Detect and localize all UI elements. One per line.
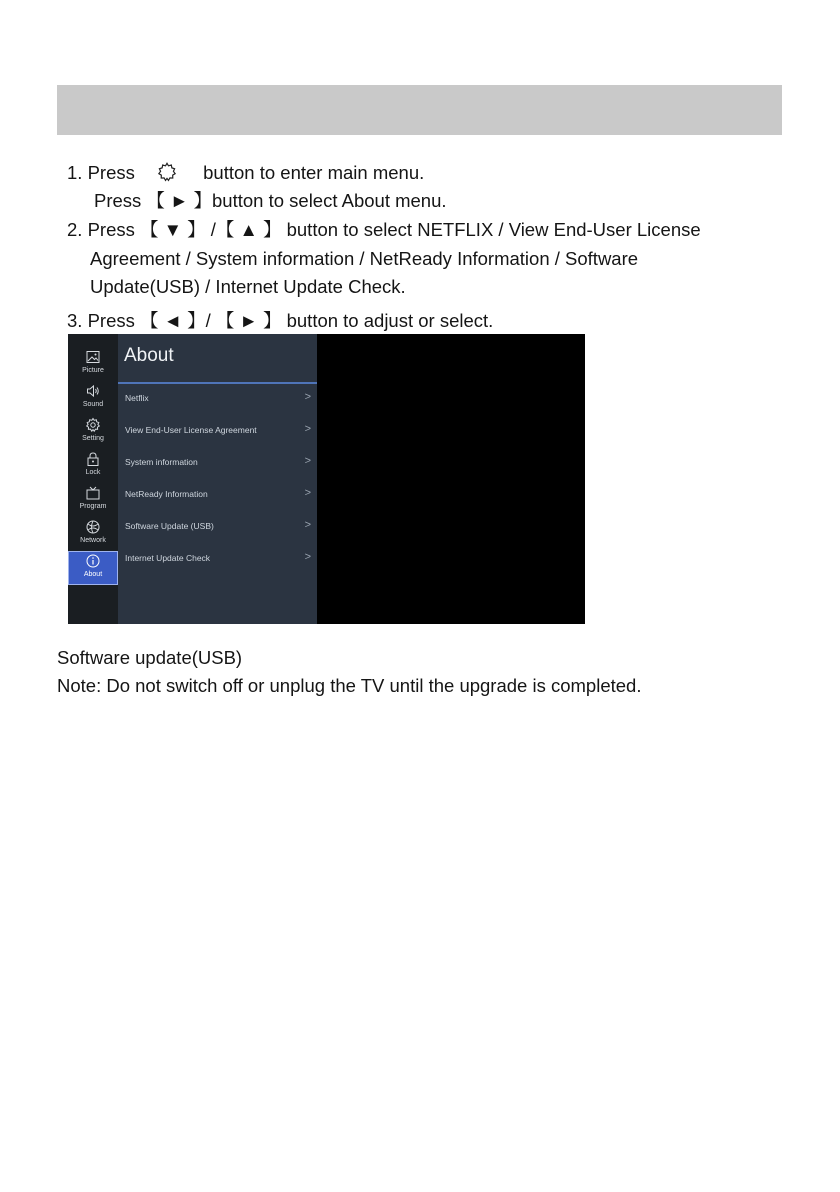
step-1-line-2: Press 【 ► 】button to select About menu. (94, 190, 447, 211)
menu-item-netflix[interactable] (118, 387, 317, 411)
step-3-line: 3. Press 【 ◄ 】/ 【 ► 】 button to adjust or select. (67, 310, 494, 331)
menu-item-label: Netflix (125, 393, 149, 403)
menu-item-label: Internet Update Check (125, 553, 211, 563)
chevron-right-icon: > (304, 455, 311, 467)
globe-icon (85, 519, 101, 535)
sidebar-item-picture[interactable] (68, 348, 118, 380)
step-2-line-3: Update(USB) / Internet Update Check. (90, 276, 406, 297)
sidebar-label-setting: Setting (82, 435, 104, 442)
chevron-right-icon: > (304, 487, 311, 499)
step-2-line-1: 2. Press 【 ▼ 】 /【 ▲ 】 button to select NETFLIX / View End-User License (67, 219, 701, 240)
menu-item-label: View End-User License Agreement (125, 425, 257, 435)
tv-sidebar (68, 334, 118, 624)
step-1-prefix: 1. Press (67, 162, 135, 183)
about-menu-panel (118, 334, 317, 624)
sidebar-item-network[interactable] (68, 518, 118, 550)
software-update-heading: Software update(USB) (57, 647, 243, 668)
sidebar-item-program[interactable] (68, 484, 118, 516)
sidebar-label-lock: Lock (85, 469, 101, 476)
step-1-line (67, 161, 424, 184)
step-2-line-2: Agreement / System information / NetReady Information / Software (90, 248, 639, 269)
sidebar-label-program: Program (79, 503, 107, 510)
menu-item-label: System information (125, 457, 198, 467)
chevron-right-icon: > (304, 519, 311, 531)
menu-item-label: NetReady Information (125, 489, 208, 499)
sound-icon (85, 383, 101, 399)
menu-item-label: Software Update (USB) (125, 521, 214, 531)
menu-item-eula[interactable] (118, 419, 317, 443)
menu-item-software-update[interactable] (118, 515, 317, 539)
tv-screenshot (68, 334, 585, 624)
menu-item-system-information[interactable] (118, 451, 317, 475)
sidebar-label-sound: Sound (82, 401, 104, 408)
picture-icon (85, 349, 101, 365)
chevron-right-icon: > (304, 423, 311, 435)
upgrade-note: Note: Do not switch off or unplug the TV until the upgrade is completed. (57, 675, 642, 696)
chevron-right-icon: > (304, 551, 311, 563)
sidebar-label-picture: Picture (82, 367, 104, 374)
step-1-suffix: button to enter main menu. (203, 162, 425, 183)
lock-icon (85, 451, 101, 467)
gear-icon (85, 417, 101, 433)
sidebar-item-sound[interactable] (68, 382, 118, 414)
panel-title: About (124, 345, 174, 366)
preview-area (317, 334, 585, 624)
chevron-right-icon: > (304, 391, 311, 403)
sidebar-label-network: Network (80, 537, 106, 544)
title-divider (118, 382, 317, 384)
sidebar-label-about: About (83, 571, 103, 578)
section-header-bar (57, 85, 782, 135)
info-icon (85, 553, 101, 569)
settings-gear-icon (156, 161, 178, 183)
menu-item-netready-information[interactable] (118, 483, 317, 507)
tv-icon (85, 485, 101, 501)
sidebar-item-about[interactable] (68, 551, 118, 585)
menu-item-internet-update-check[interactable] (118, 547, 317, 571)
sidebar-item-lock[interactable] (68, 450, 118, 482)
sidebar-item-setting[interactable] (68, 416, 118, 448)
